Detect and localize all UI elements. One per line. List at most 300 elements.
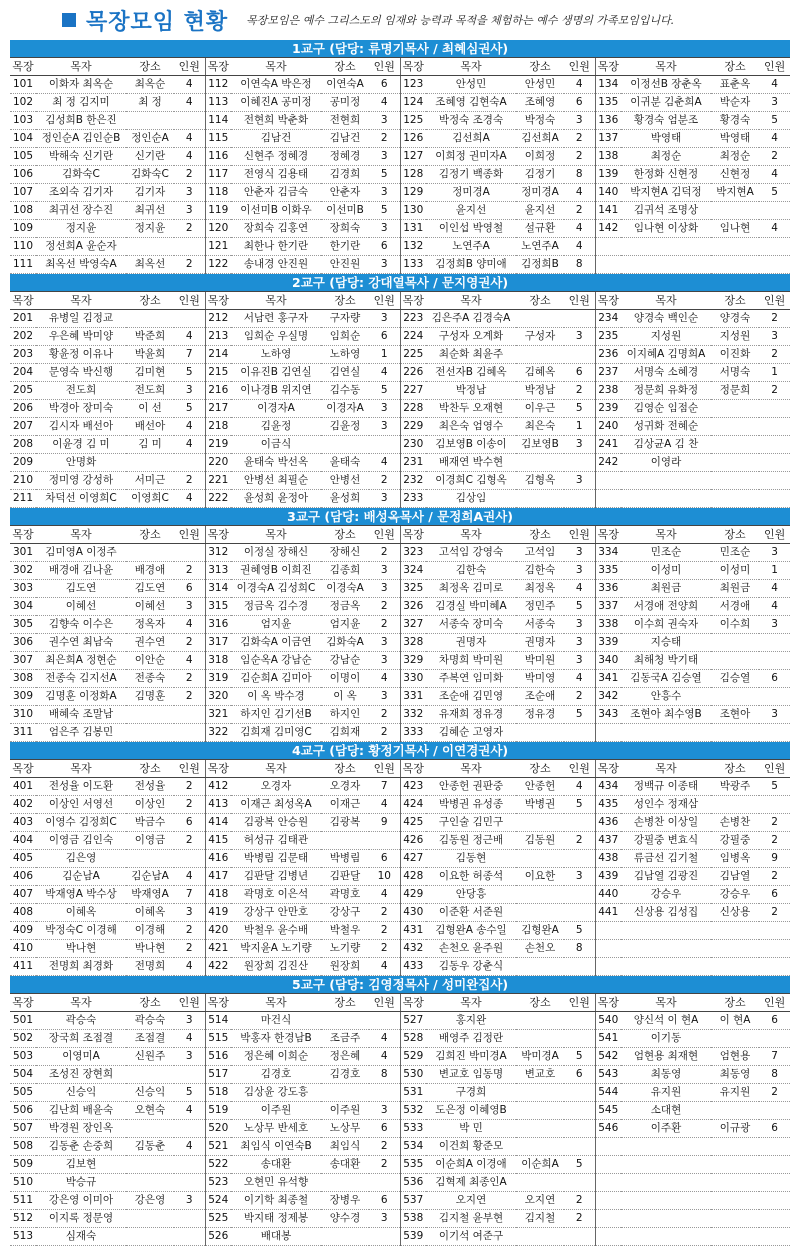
cell-count: 4 [369,886,400,904]
cell-place: 정금옥 [321,598,369,616]
cell-place: 이영금 [126,832,174,850]
cell-number: 507 [10,1120,36,1138]
column-header: 목장 [205,760,231,778]
table-row [10,832,790,850]
cell-place: 정옥자 [126,616,174,634]
cell-count [759,454,790,472]
cell-leader: 윤지선 [426,202,516,220]
cell-count [174,112,205,130]
cell-number [595,1210,621,1228]
cell-place [516,1120,564,1138]
cell-leader [621,256,711,274]
column-header: 목장 [205,292,231,310]
district-band [10,976,790,994]
cell-count: 4 [369,94,400,112]
cell-place: 김윤정 [321,418,369,436]
cell-number: 331 [400,688,426,706]
cell-leader: 정금옥 김수경 [231,598,321,616]
cell-leader: 이성미 [621,562,711,580]
cell-place: 박병림 [321,850,369,868]
cell-number [595,1156,621,1174]
cell-leader [621,238,711,256]
cell-leader: 전선자B 김혜옥 [426,364,516,382]
cell-number: 317 [205,634,231,652]
cell-count: 6 [759,1012,790,1030]
cell-count: 3 [369,418,400,436]
table-row [10,1048,790,1066]
cell-count [759,922,790,940]
cell-leader: 변교호 임동명 [426,1066,516,1084]
cell-place: 박미영 [516,670,564,688]
cell-place: 김명훈 [126,688,174,706]
title-square-icon [62,13,76,27]
cell-leader: 김순희A 김미아 [231,670,321,688]
cell-place: 전성율 [126,778,174,796]
cell-place: 안춘자 [321,184,369,202]
cell-count: 5 [564,706,595,724]
cell-place: 김형옥 [516,472,564,490]
cell-place [711,1102,759,1120]
cell-place: 강승우 [711,886,759,904]
column-header: 목자 [426,994,516,1012]
cell-count: 2 [174,472,205,490]
cell-leader: 김은주A 김경숙A [426,310,516,328]
cell-place: 장해신 [321,544,369,562]
cell-leader: 이수희 권숙자 [621,616,711,634]
cell-place: 신상용 [711,904,759,922]
cell-leader: 박정숙 조경숙 [426,112,516,130]
column-header: 목장 [10,58,36,76]
cell-leader: 정인순A 김인순B [36,130,126,148]
table-row [10,670,790,688]
cell-number: 120 [205,220,231,238]
cell-leader: 안종헌 권판중 [426,778,516,796]
cell-place: 최귀선 [126,202,174,220]
page-subtitle: 목장모임은 예수 그리스도의 임재와 능력과 목적을 체험하는 예수 생명의 가족모임입니다. [246,14,675,27]
cell-leader: 안명화 [36,454,126,472]
cell-number: 117 [205,166,231,184]
cell-count: 10 [369,868,400,886]
cell-place: 김순남A [126,868,174,886]
column-header: 목자 [36,994,126,1012]
cell-place: 이재근 [321,796,369,814]
cell-number: 226 [400,364,426,382]
cell-number: 328 [400,634,426,652]
cell-count: 3 [564,652,595,670]
cell-count: 3 [564,112,595,130]
cell-number: 533 [400,1120,426,1138]
cell-place: 최옥선 [126,256,174,274]
cell-leader: 최한나 한기란 [231,238,321,256]
cell-count: 4 [369,1030,400,1048]
column-header: 장소 [126,526,174,544]
cell-leader: 정미영 강성하 [36,472,126,490]
cell-leader: 오경자 [231,778,321,796]
cell-number: 314 [205,580,231,598]
column-header: 목장 [10,760,36,778]
cell-number: 235 [595,328,621,346]
cell-count: 2 [174,670,205,688]
cell-count [564,1228,595,1246]
column-header: 인원 [369,526,400,544]
cell-leader [621,472,711,490]
cell-leader: 정은혜 이희순 [231,1048,321,1066]
cell-leader: 박병권 유성종 [426,796,516,814]
cell-leader: 김화숙A 이금연 [231,634,321,652]
cell-leader: 배재연 박수현 [426,454,516,472]
cell-count: 2 [369,1156,400,1174]
cell-count: 6 [174,580,205,598]
column-header: 장소 [321,292,369,310]
column-header-row [10,292,790,310]
cell-number [595,1138,621,1156]
cell-leader: 오현민 유석향 [231,1174,321,1192]
cell-leader: 김혜순 고영자 [426,724,516,742]
cell-number: 403 [10,814,36,832]
cell-number: 530 [400,1066,426,1084]
cell-leader: 김명훈 이정화A [36,688,126,706]
column-header: 목장 [10,292,36,310]
cell-place [126,238,174,256]
cell-place: 김화숙C [126,166,174,184]
cell-leader: 강은영 이미아 [36,1192,126,1210]
cell-leader: 이경숙A 김성희C [231,580,321,598]
cell-count: 6 [369,328,400,346]
cell-number: 115 [205,130,231,148]
cell-leader: 이인섭 박영철 [426,220,516,238]
column-header: 인원 [369,58,400,76]
cell-leader: 강필중 변효식 [621,832,711,850]
table-row [10,490,790,508]
column-header: 목자 [36,292,126,310]
cell-place: 장병우 [321,1192,369,1210]
cell-number: 437 [595,832,621,850]
cell-place: 박금수 [126,814,174,832]
cell-number: 424 [400,796,426,814]
cell-leader: 송내경 안진원 [231,256,321,274]
cell-place: 김판달 [321,868,369,886]
cell-count: 2 [369,472,400,490]
cell-count: 5 [369,382,400,400]
cell-number: 303 [10,580,36,598]
cell-place: 박광주 [711,778,759,796]
cell-count: 2 [564,688,595,706]
cell-number: 138 [595,148,621,166]
cell-number: 221 [205,472,231,490]
column-header: 장소 [321,58,369,76]
cell-place [126,1228,174,1246]
cell-place: 박병권 [516,796,564,814]
cell-place: 이 선 [126,400,174,418]
column-header: 목자 [231,292,321,310]
cell-count: 4 [564,184,595,202]
cell-leader: 유지원 [621,1084,711,1102]
cell-count [564,850,595,868]
cell-count: 4 [369,670,400,688]
cell-count: 8 [369,1066,400,1084]
cell-leader: 최은숙 엄영수 [426,418,516,436]
cell-place: 하지인 [321,706,369,724]
cell-place [126,454,174,472]
cell-leader: 김동춘 손중희 [36,1138,126,1156]
cell-number: 101 [10,76,36,94]
cell-count: 6 [369,850,400,868]
cell-count: 4 [174,616,205,634]
column-header: 인원 [174,292,205,310]
cell-number: 407 [10,886,36,904]
cell-count [369,1228,400,1246]
cell-number: 131 [400,220,426,238]
cell-leader: 전도희 [36,382,126,400]
cell-place [711,1174,759,1192]
cell-leader: 안춘자 김금숙 [231,184,321,202]
cell-number: 336 [595,580,621,598]
cell-count: 7 [369,778,400,796]
cell-place: 표춘옥 [711,76,759,94]
cell-place: 설규환 [516,220,564,238]
cell-number: 438 [595,850,621,868]
cell-count: 7 [174,886,205,904]
cell-leader: 김남열 김광진 [621,868,711,886]
cell-place: 임희순 [321,328,369,346]
cell-count: 5 [759,112,790,130]
cell-leader: 이기석 여준구 [426,1228,516,1246]
cell-leader: 이 옥 박수경 [231,688,321,706]
cell-count: 5 [564,922,595,940]
cell-number: 529 [400,1048,426,1066]
cell-place [516,1030,564,1048]
cell-leader: 성인수 정재삼 [621,796,711,814]
cell-count [174,1156,205,1174]
cell-count: 1 [369,346,400,364]
column-header: 목자 [621,526,711,544]
cell-count: 5 [564,400,595,418]
table-row [10,112,790,130]
cell-leader: 임나현 이상화 [621,220,711,238]
cell-leader: 이건희 황준모 [426,1138,516,1156]
cell-place: 김종희 [321,562,369,580]
cell-number [595,724,621,742]
cell-number: 129 [400,184,426,202]
cell-place: 김희재 [321,724,369,742]
cell-count [759,1192,790,1210]
cell-number: 307 [10,652,36,670]
cell-number: 141 [595,202,621,220]
page-title: 목장모임 현황 [86,9,229,35]
cell-place [126,112,174,130]
cell-place [711,256,759,274]
cell-leader: 박정남 [426,382,516,400]
cell-place: 장희숙 [321,220,369,238]
cell-leader: 김미영A 이정주 [36,544,126,562]
cell-leader: 이상인 서영선 [36,796,126,814]
cell-count: 2 [174,256,205,274]
column-header-row [10,994,790,1012]
table-row [10,580,790,598]
cell-number: 402 [10,796,36,814]
cell-count: 3 [174,1012,205,1030]
column-header: 목장 [400,760,426,778]
cell-place: 노기량 [321,940,369,958]
cell-number: 440 [595,886,621,904]
cell-leader: 김경실 박미혜A [426,598,516,616]
cell-number: 334 [595,544,621,562]
cell-place [126,544,174,562]
table-row [10,256,790,274]
cell-number: 417 [205,868,231,886]
cell-number: 142 [595,220,621,238]
cell-count: 7 [174,346,205,364]
cell-place: 김선희A [516,130,564,148]
cell-leader: 이유진B 김연실 [231,364,321,382]
district-title: 4교구 (담당: 황정기목사 / 이연경권사) [10,742,790,760]
table-row [10,1192,790,1210]
cell-number: 241 [595,436,621,454]
cell-leader: 소대현 [621,1102,711,1120]
column-header: 목장 [595,994,621,1012]
cell-leader: 최원금 [621,580,711,598]
cell-count: 5 [759,184,790,202]
cell-number: 137 [595,130,621,148]
cell-number: 223 [400,310,426,328]
cell-number: 509 [10,1156,36,1174]
cell-place: 정지윤 [126,220,174,238]
cell-number: 310 [10,706,36,724]
cell-leader: 임순옥A 강남순 [231,652,321,670]
cell-count [759,796,790,814]
cell-place: 지성원 [711,328,759,346]
cell-count [564,814,595,832]
cell-leader: 노상무 반세호 [231,1120,321,1138]
cell-count: 7 [759,1048,790,1066]
cell-number: 524 [205,1192,231,1210]
cell-number: 541 [595,1030,621,1048]
cell-place: 윤성희 [321,490,369,508]
cell-leader [621,1138,711,1156]
cell-place: 전현희 [321,112,369,130]
cell-count: 9 [759,850,790,868]
cell-number: 236 [595,346,621,364]
table-row [10,184,790,202]
district-band [10,742,790,760]
column-header: 목자 [426,58,516,76]
cell-place [711,652,759,670]
cell-place [126,1156,174,1174]
cell-count: 3 [174,382,205,400]
cell-number: 519 [205,1102,231,1120]
cell-leader: 김남건 [231,130,321,148]
cell-leader: 주복연 임미화 [426,670,516,688]
cell-number: 125 [400,112,426,130]
cell-leader: 한정화 신현정 [621,166,711,184]
table-row [10,166,790,184]
cell-count: 2 [174,832,205,850]
cell-place: 임병옥 [711,850,759,868]
column-header: 목자 [426,760,516,778]
column-header: 장소 [516,292,564,310]
cell-leader: 윤태숙 박선옥 [231,454,321,472]
cell-place: 정문희 [711,382,759,400]
table-row [10,310,790,328]
cell-count: 3 [369,1210,400,1228]
cell-leader: 조현아 최수영B [621,706,711,724]
cell-number: 203 [10,346,36,364]
cell-number: 338 [595,616,621,634]
cell-leader: 엄지윤 [231,616,321,634]
cell-count: 3 [369,220,400,238]
cell-count [174,1174,205,1192]
cell-leader: 우은혜 박미양 [36,328,126,346]
cell-place: 조순애 [516,688,564,706]
cell-place: 손병찬 [711,814,759,832]
cell-place: 이연숙A [321,76,369,94]
cell-place: 이영희C [126,490,174,508]
cell-count: 2 [174,940,205,958]
cell-number: 534 [400,1138,426,1156]
cell-count: 4 [174,1138,205,1156]
column-header: 장소 [126,58,174,76]
column-header: 목자 [426,292,516,310]
cell-leader: 이혜진A 공미정 [231,94,321,112]
cell-place [711,490,759,508]
cell-count: 8 [564,166,595,184]
table-row [10,1174,790,1192]
column-header: 장소 [321,994,369,1012]
cell-number: 322 [205,724,231,742]
cell-number: 431 [400,922,426,940]
cell-count: 4 [564,220,595,238]
table-row [10,616,790,634]
cell-place: 박미경A [516,1048,564,1066]
cell-number: 111 [10,256,36,274]
cell-place: 최임식 [321,1138,369,1156]
cell-count: 4 [369,454,400,472]
cell-number: 103 [10,112,36,130]
cell-count: 3 [369,400,400,418]
cell-count: 6 [369,1120,400,1138]
table-row [10,958,790,976]
cell-leader: 박찬두 오재현 [426,400,516,418]
cell-number: 227 [400,382,426,400]
cell-place [711,202,759,220]
cell-count: 3 [174,1192,205,1210]
cell-place [126,1066,174,1084]
cell-number: 210 [10,472,36,490]
cell-place [711,418,759,436]
cell-leader: 김정희B 양미애 [426,256,516,274]
cell-count: 8 [564,940,595,958]
cell-place: 박재영A [126,886,174,904]
cell-count [564,1174,595,1192]
cell-count [564,1084,595,1102]
cell-place: 강필중 [711,832,759,850]
cell-number: 435 [595,796,621,814]
cell-count: 2 [174,778,205,796]
cell-number: 525 [205,1210,231,1228]
cell-number: 421 [205,940,231,958]
cell-leader: 김시자 배선아 [36,418,126,436]
cell-count: 4 [369,364,400,382]
cell-count [174,706,205,724]
cell-count [759,652,790,670]
cell-leader: 전성율 이도환 [36,778,126,796]
cell-place: 박순자 [711,94,759,112]
cell-count: 2 [369,616,400,634]
cell-count: 3 [564,634,595,652]
cell-number [595,922,621,940]
cell-count: 1 [759,364,790,382]
cell-place: 구성자 [516,328,564,346]
